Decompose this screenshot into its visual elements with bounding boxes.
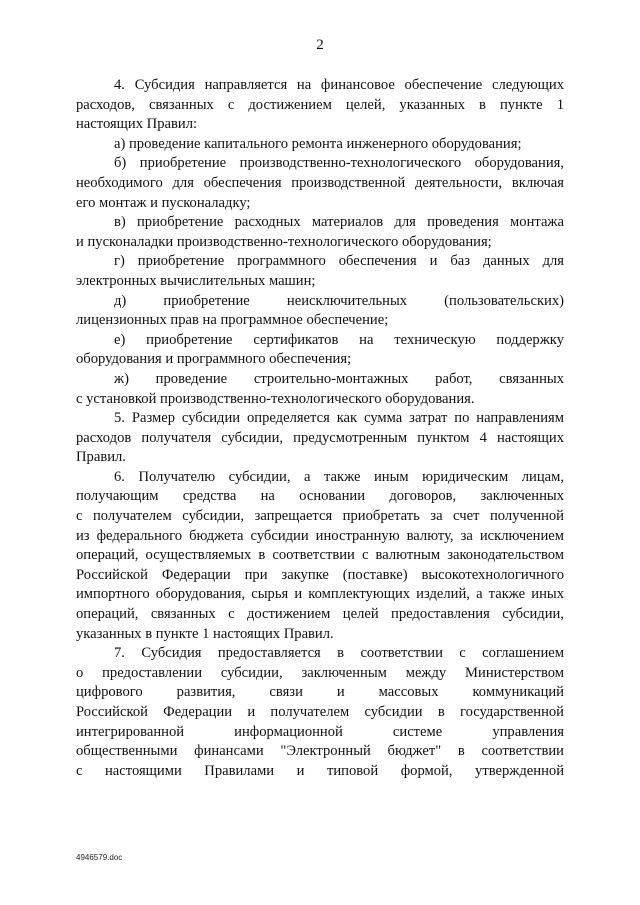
text-line: из федерального бюджета субсидии иностранную валюту, за исключением bbox=[76, 527, 564, 544]
text-line: общественными финансами "Электронный бюджет" в соответствии bbox=[76, 743, 564, 760]
text-line: б) приобретение производственно-технологического оборудования, bbox=[114, 155, 564, 172]
text-line: Правил. bbox=[76, 449, 126, 466]
text-line: расходов, связанных с достижением целей, указанных в пункте 1 bbox=[76, 96, 564, 113]
text-line: оборудования и программного обеспечения; bbox=[76, 351, 352, 368]
text-line: цифрового развития, связи и массовых коммуникаций bbox=[76, 684, 564, 701]
text-line: с настоящими Правилами и типовой формой, утвержденной bbox=[76, 762, 564, 779]
text-line: операций, связанных с достижением целей предоставления субсидии, bbox=[76, 606, 564, 623]
text-line: 4. Субсидия направляется на финансовое обеспечение следующих bbox=[114, 77, 564, 93]
text-line: настоящих Правил: bbox=[76, 116, 198, 133]
text-line: указанных в пункте 1 настоящих Правил. bbox=[76, 625, 334, 642]
text-line: е) приобретение сертификатов на техническую поддержку bbox=[114, 331, 564, 348]
text-line: импортного оборудования, сырья и комплектующих изделий, а также иных bbox=[76, 586, 564, 603]
text-line: Российской Федерации и получателем субсидии в государственной bbox=[76, 704, 564, 720]
text-line: 5. Размер субсидии определяется как сумма затрат по направлениям bbox=[114, 410, 564, 427]
text-line: 6. Получателю субсидии, а также иным юридическим лицам, bbox=[114, 468, 564, 485]
text-line: о предоставлении субсидии, заключенным между Министерством bbox=[76, 664, 564, 681]
text-line: Российской Федерации при закупке (поставке) высокотехнологичного bbox=[76, 566, 564, 583]
text-line: д) приобретение неисключительных (пользовательских) bbox=[114, 292, 564, 309]
text-line: расходов получателя субсидии, предусмотренным пунктом 4 настоящих bbox=[76, 429, 564, 446]
text-line: г) приобретение программного обеспечения и баз данных для bbox=[114, 253, 564, 270]
text-line: ж) проведение строительно-монтажных работ, связанных bbox=[114, 370, 564, 387]
file-name-footer: 4946579.doc bbox=[76, 853, 123, 862]
text-line: а) проведение капитального ремонта инженерного оборудования; bbox=[114, 135, 522, 152]
text-line: в) приобретение расходных материалов для проведения монтажа bbox=[114, 214, 564, 231]
page-number: 2 bbox=[316, 37, 324, 53]
text-line: интегрированной информационной системе управления bbox=[76, 723, 564, 740]
text-line: и пусконаладки производственно-технологического оборудования; bbox=[76, 233, 492, 250]
text-line: операций, осуществляемых в соответствии с валютным законодательством bbox=[76, 547, 564, 564]
text-line: получающим средства на основании договоров, заключенных bbox=[76, 488, 564, 505]
text-line: с получателем субсидии, запрещается приобретать за счет полученной bbox=[76, 508, 564, 525]
text-line: 7. Субсидия предоставляется в соответствии с соглашением bbox=[114, 645, 564, 662]
text-line: электронных вычислительных машин; bbox=[76, 272, 316, 289]
text-line: необходимого для обеспечения производственной деятельности, включая bbox=[76, 174, 564, 191]
text-line: его монтаж и пусконаладку; bbox=[76, 194, 251, 211]
text-line: с установкой производственно-технологического оборудования. bbox=[76, 390, 475, 407]
document-body bbox=[76, 76, 564, 781]
text-line: лицензионных прав на программное обеспечение; bbox=[76, 312, 389, 329]
